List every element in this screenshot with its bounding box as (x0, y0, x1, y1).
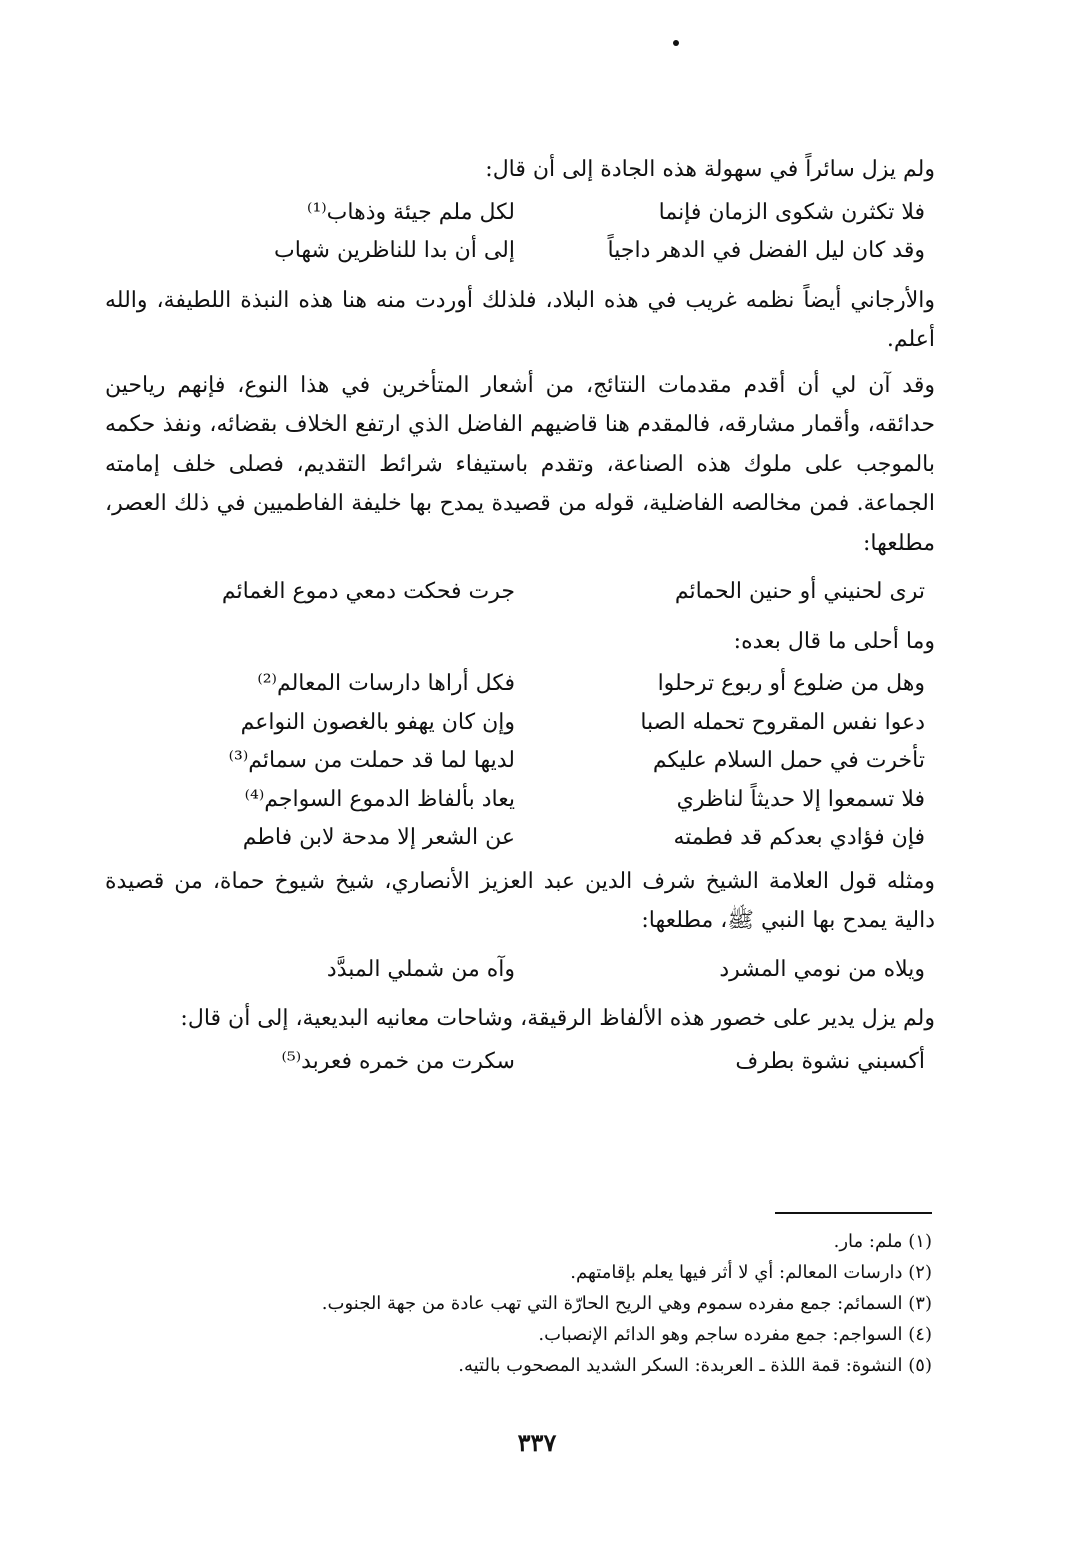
verses-group-b (105, 573, 935, 612)
paragraph: وما أحلى ما قال بعده: (733, 628, 935, 654)
footnote-divider (775, 1212, 932, 1214)
verse-line (105, 573, 935, 612)
verse-second-hemistich: فكل أراها دارسات المعالم⁽²⁾ (257, 671, 515, 696)
verse-line (105, 742, 935, 781)
footnote: (٣) السمائم: جمع مفرده سموم وهي الريح الحارّة التي تهب عادة من جهة الجنوب. (321, 1293, 932, 1314)
main-text (105, 150, 935, 1085)
verse-first-hemistich: فإن فؤادي بعدكم قد فطمته (673, 825, 925, 850)
verse-line (105, 194, 935, 233)
footnote: (٥) النشوة: قمة اللذة ـ العربدة: السكر الشديد المصحوب بالتيه. (458, 1355, 932, 1376)
paragraph: والأرجاني أيضاً نظمه غريب في هذه البلاد، فلذلك أوردت منه هنا هذه النبذة اللطيفة، والله أعلم. (105, 287, 935, 352)
footnote: (٢) دارسات المعالم: أي لا أثر فيها يعلم بإقامتهم. (570, 1262, 932, 1283)
verses-group-a (105, 194, 935, 271)
verse-first-hemistich: وقد كان ليل الفضل في الدهر داجياً (607, 238, 925, 263)
verse-line (105, 781, 935, 820)
verse-first-hemistich: أكسبني نشوة بطرف (735, 1048, 925, 1074)
verse-line (105, 951, 935, 990)
verses-group-c (105, 665, 935, 858)
verse-line (105, 1043, 935, 1082)
footnote: (١) ملم: مار. (833, 1231, 932, 1252)
verse-first-hemistich: ويلاه من نومي المشرد (719, 956, 925, 982)
verse-first-hemistich: تأخرت في حمل السلام عليكم (652, 748, 925, 773)
verse-first-hemistich: دعوا نفس المقروح تحمله الصبا (640, 709, 925, 735)
footnotes (105, 1226, 932, 1381)
verse-second-hemistich: لديها لما قد حملت من سمائم⁽³⁾ (228, 748, 515, 773)
page-number: ٣٣٧ (517, 1428, 557, 1457)
verse-first-hemistich: فلا تسمعوا إلا حديثاً لناظري (676, 786, 925, 812)
verse-first-hemistich: فلا تكثرن شكوى الزمان فإنما (658, 199, 925, 225)
verse-line (105, 665, 935, 704)
verses-group-e (105, 1043, 935, 1082)
verse-line (105, 819, 935, 858)
verse-second-hemistich: وإن كان يهفو بالغصون النواعم (240, 709, 515, 735)
verse-second-hemistich: عن الشعر إلا مدحة لابن فاطم (242, 825, 515, 850)
verse-second-hemistich: إلى أن بدا للناظرين شهاب (273, 238, 515, 263)
verse-line (105, 232, 935, 271)
verse-second-hemistich: وآه من شملي المبدَّد (326, 956, 515, 982)
verse-line (105, 704, 935, 743)
verse-second-hemistich: لكل ملم جيئة وذهاب⁽¹⁾ (307, 199, 515, 225)
paragraph: ولم يزل سائراً في سهولة هذه الجادة إلى أن قال: (485, 157, 935, 182)
paragraph: ولم يزل يدير على خصور هذه الألفاظ الرقيقة، وشاحات معانيه البديعية، إلى أن قال: (180, 1006, 935, 1031)
verse-first-hemistich: وهل من ضلوع أو ربوع ترحلوا (657, 671, 925, 696)
verses-group-d (105, 951, 935, 990)
paragraph: ومثله قول العلامة الشيخ شرف الدين عبد العزيز الأنصاري، شيخ شيوخ حماة، من قصيدة دالية يمدح بها النبي ﷺ، مطلعها: (105, 868, 935, 933)
footnote: (٤) السواجم: جمع مفرده ساجم وهو الدائم الإنصباب. (538, 1324, 932, 1345)
verse-second-hemistich: سكرت من خمره فعربد⁽⁵⁾ (281, 1048, 515, 1074)
paragraph: وقد آن لي أن أقدم مقدمات النتائج، من أشعار المتأخرين في هذا النوع، فإنهم رياحين حدائقه، وأقمار مشارقه، فالمقدم هنا قاضيهم الفاضل الذي ارتفع الخلاف بقضائه، ونفذ حكمه بالموجب على ملوك هذه الصناعة، وتقدم باستيفاء شرائط التقديم، فصلى خلف إمامته الجماعة. فمن مخالصه الفاضلية، قوله من قصيدة يمدح بها خليفة الفاطميين في ذلك العصر، مطلعها: (105, 372, 935, 556)
verse-second-hemistich: يعاد بألفاظ الدموع السواجم⁽⁴⁾ (244, 786, 515, 812)
verse-first-hemistich: ترى لحنيني أو حنين الحمائم (674, 579, 925, 604)
header-mark (673, 40, 679, 46)
verse-second-hemistich: جرت فحكت دمعي دموع الغمائم (221, 579, 515, 604)
